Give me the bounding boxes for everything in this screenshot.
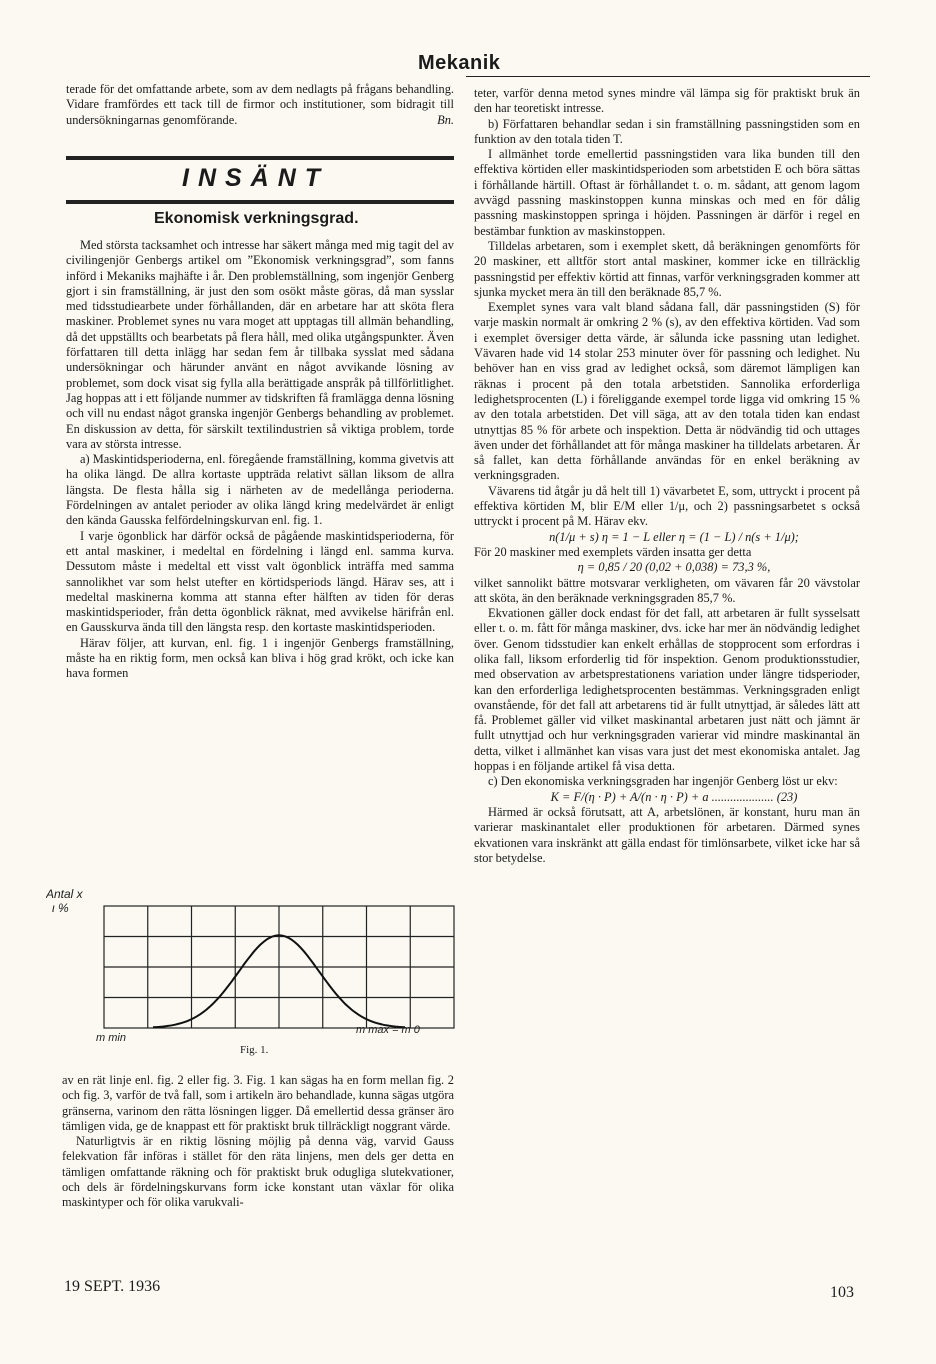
equation-23: K = F/(η · P) + A/(n · η · P) + a .................... (23) bbox=[550, 789, 798, 804]
x-axis-min-label: m min bbox=[96, 1032, 126, 1044]
section-header: Mekanik bbox=[418, 52, 501, 74]
paragraph: av en rät linje enl. fig. 2 eller fig. 3. Fig. 1 kan sägas ha en form mellan fig. 2 och fig. 3, varför de två fall, som i artikeln äro behandlade, kunna sägas utgöra gränserna, varinom den rätta lösningen ligger. Då emellertid dessa gränser äro tämligen vida, ge de knappast ett för praktiskt bruk tillräckligt noggrant värde. bbox=[62, 1073, 454, 1133]
paragraph: Härmed är också förutsatt, att A, arbetslönen, är konstant, huru man än varierar maskinantalet eller produktionen för arbetaren. Därmed synes ekvationen vara inskränkt att gälla endast för timlönsarbete, vilket icke har så stor betydelse. bbox=[474, 804, 860, 865]
paragraph: Ekvationen gäller dock endast för det fall, att arbetaren är fullt sysselsatt eller t. o. m. fått för många maskiner, dvs. icke har mer än nödvändig ledighet över. Genom tidsstudier kan enkelt erhållas de stopprocent som erfordras i olika fall, liksom erforderlig tid för inspektion. Genom produktionsstudier, med observation av arbetsprestationens variation under längre tidsperioder, kan den erforderliga ledighetsprocenten bestämmas. Verkningsgraden enligt ovanstående, för det fall att arbetarens tid är fullt utnyttjad, är således lätt att få. Problemet gäller vid vilket maskinantal arbetaren just nätt och jämnt är fullt utnyttjad och hur verkningsgraden varierar vid mindre maskinantal än detta, vilket i allmänhet kan visas vara just det mest ekonomiska antalet. Jag hoppas i en följande artikel få visa detta. bbox=[474, 606, 860, 774]
paragraph: Exemplet synes vara valt bland sådana fall, där passningstiden (S) för varje maskin normalt är omkring 2 % (s), av den effektiva körtiden. Vad som i exemplet översiger detta värde, är sålunda icke passning utan ledighet. Vävaren hade vid 14 stolar 253 minuter över för passning och ledighet. Nu behöver han en viss grad av ledighet också, som däremot lämpligen kan räknas i procent på den totala arbetstiden. Sannolika erforderliga ledighetsprocenten (L) i föreliggande exempel torde ligga vid omkring 15 % av den totala arbetstiden. Det vill säga, att av den totala tiden kan endast utnyttjas 85 % för arbete och inspektion. Detta är nödvändig tid och uttages även under det förhållandet att för många maskiner ha tilldelats arbetaren. Är så fallet, kan detta förhållande användas för en enkel beräkning av verkningsgraden. bbox=[474, 300, 860, 483]
paragraph: Härav följer, att kurvan, enl. fig. 1 i ingenjör Genbergs framställning, måste ha en riktig form, men också kan bliva i hög grad krökt, och icke kan hava formen bbox=[66, 635, 454, 681]
paragraph: För 20 maskiner med exemplets värden insatta ger detta bbox=[474, 544, 752, 559]
paragraph: Med största tacksamhet och intresse har säkert många med mig tagit del av civilingenjör Genbergs artikel om ”Ekonomisk verkningsgrad”, som fanns införd i Mekaniks majhäfte i år. Den problemställning, som ingenjör Genberg gjort i sin framställning, är just den som osökt måste göras, då man sysslar med tidsstudiearbete under förhållanden, där en arbetare har att sköta flera maskiner. Problemet synes nu vara moget att upptagas till allmän behandling, då det uppställts och bearbetats på flera håll, med olika utgångspunkter. Även författaren till detta inlägg har sedan fem år tillbaka sysslat med sådana undersökningar och härunder använt en något avvikande lösning av problemet, som dock visat sig fylla alla berättigade anspråk på tillförlitlighet. Jag hoppas att i ett följande nummer av tidskriften få framlägga denna lösning och vill nu endast något granska ingenjör Genbergs behandling av problemet. En diskussion av detta, för särskilt textilindustrien så viktiga problem, torde vara av största intresse. bbox=[66, 238, 454, 451]
chart-grid bbox=[104, 906, 454, 1028]
y-axis-label: Antal x bbox=[46, 887, 83, 901]
right-column-body bbox=[474, 86, 860, 866]
y-axis-unit: ι % bbox=[52, 901, 69, 915]
paragraph: teter, varför denna metod synes mindre väl lämpa sig för praktiskt bruk än den har teoretiskt intresse. bbox=[474, 86, 860, 116]
previous-article-ending: terade för det omfattande arbete, som av dem nedlagts på frågans behandling. Vidare framfördes ett tack till de firmor och institutioner, som bidragit till undersökningarnas genomförande. bbox=[66, 82, 454, 127]
figure-gauss-curve bbox=[46, 886, 466, 1056]
paragraph: vilket sannolikt bättre motsvarar verkligheten, om vävaren får 20 vävstolar att sköta, än den beräknade verkningsgraden 85,7 %. bbox=[474, 575, 860, 605]
figure-caption: Fig. 1. bbox=[240, 1044, 269, 1056]
paragraph: Tilldelas arbetaren, som i exemplet skett, då beräkningen genomförts för 20 maskiner, ett alltför stort antal maskiner, kommer icke en tillräcklig passningstid per effektiv körtid att finnas, varför verkningsgraden kommer att sjunka mycket mera än till den beräknade 85,7 %. bbox=[474, 238, 860, 299]
page-number: 103 bbox=[830, 1284, 854, 1301]
section-label: INSÄNT bbox=[182, 164, 330, 192]
author-signature: Bn. bbox=[437, 112, 454, 127]
section-rule-top bbox=[66, 156, 454, 160]
paragraph: I varje ögonblick har därför också de pågående maskintidsperioderna, för ett antal maskiner, i medeltal en fördelning i längd enl. samma kurva. Dessutom måste i medeltal ett visst valt ögonblick inträffa med samma sannolikhet var som helst utefter en körtidsperiods längd. Härav ses, att i medeltal maskinerna komma att stanna efter hälften av tiden för deras maskintidsperioder, från detta ögonblick räknat, med avvikelse härifrån enl. en Gausskurva ända till den längsta resp. den kortaste maskintidsperioden. bbox=[66, 528, 454, 635]
paragraph: Naturligtvis är en riktig lösning möjlig på denna väg, varvid Gauss felekvation får införas i stället för den räta linjens, men dels ger detta en tämligen omfattande räkning och för praktiskt bruk odugliga slutekvationer, och dels är fördelningskurvans form icke konstant utan växlar för olika maskintyper och för olika varukvali- bbox=[62, 1134, 454, 1210]
x-axis-max-label: m max = m 0 bbox=[356, 1024, 420, 1036]
left-top-paragraph-block bbox=[66, 82, 454, 128]
equation-efficiency: n(1/μ + s) η = 1 − L eller η = (1 − L) / n(s + 1/μ); bbox=[549, 529, 799, 544]
equation-example: η = 0,85 / 20 (0,02 + 0,038) = 73,3 %, bbox=[577, 560, 771, 575]
paragraph: I allmänhet torde emellertid passningstiden vara lika bunden till den effektiva körtiden eller maskintidsperioden som arbetstiden E och böra sättas i förhållande härtill. Oftast är förhållandet t. o. m. sådant, att genom lagom avvägd passning maskinstoppen kunna minskas och med en för dålig passning maskinstoppen springa i höjden. Passningen är därför i regel en bestämbar funktion av maskinstoppen. bbox=[474, 147, 860, 238]
issue-date: 19 SEPT. 1936 bbox=[64, 1278, 161, 1295]
article-title: Ekonomisk verkningsgrad. bbox=[154, 210, 359, 227]
paragraph: Vävarens tid åtgår ju då helt till 1) vävarbetet E, som, uttryckt i procent på effektiva körtiden M, blir E/M eller 1/μ, och 2) passningsarbetet s också uttryckt i procent på M. Härav ekv. bbox=[474, 483, 860, 529]
header-rule bbox=[466, 76, 870, 77]
left-column-bottom bbox=[62, 1073, 454, 1211]
paragraph: a) Maskintidsperioderna, enl. föregående framställning, komma givetvis att ha olika längd. De allra kortaste uppträda relativt sällan liksom de allra längsta. De flesta hålla sig i närheten av de medellånga perioderna. Fördelningen av antalet perioder av olika längd kring medelvärdet är enligt den kända Gausska felfördelningskurvan enl. fig. 1. bbox=[66, 452, 454, 528]
left-column-body bbox=[66, 238, 454, 682]
section-rule-bottom bbox=[66, 200, 454, 204]
paragraph: c) Den ekonomiska verkningsgraden har ingenjör Genberg löst ur ekv: bbox=[488, 774, 838, 789]
paragraph: b) Författaren behandlar sedan i sin framställning passningstiden som en funktion av den totala tiden T. bbox=[474, 116, 860, 146]
